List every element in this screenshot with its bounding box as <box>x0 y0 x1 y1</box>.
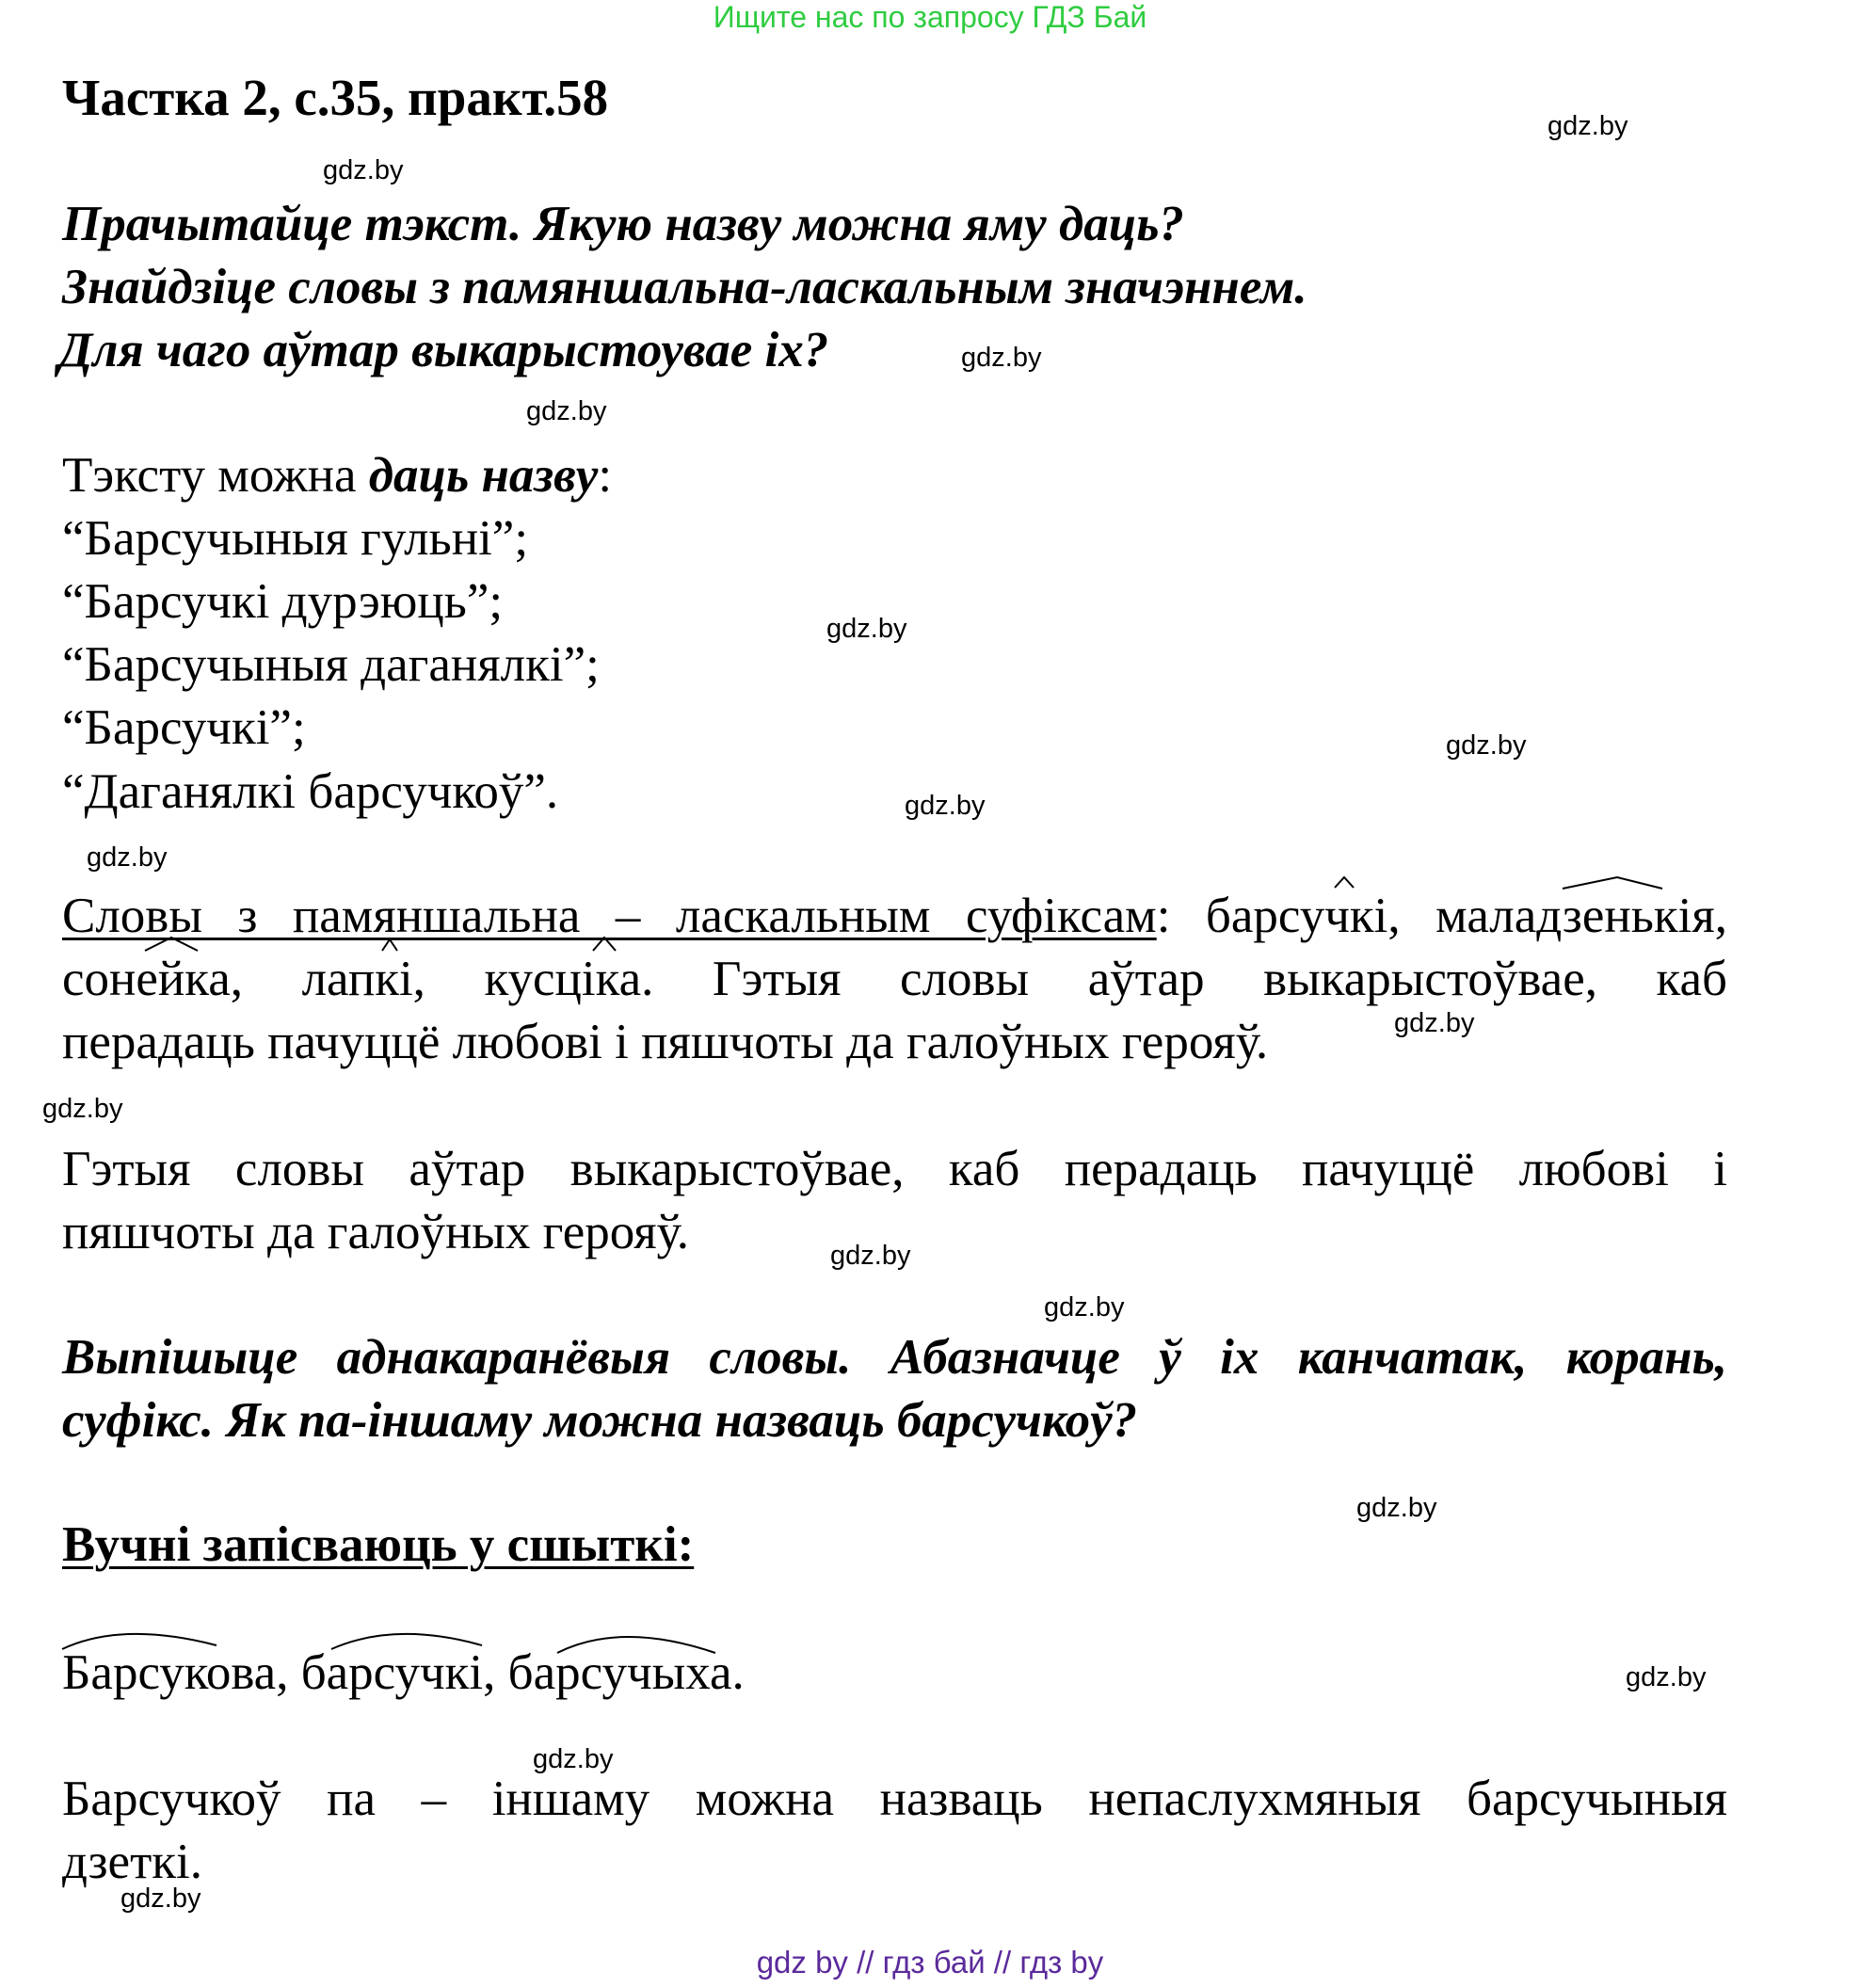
watermark: gdz.by <box>1044 1292 1125 1323</box>
suffix-label: Словы з памяншальна – ласкальным суфіксам <box>62 889 1157 943</box>
task1-line: Знайдзіце словы з памяншальна-ласкальным значэннем. <box>62 260 1307 314</box>
watermark: gdz.by <box>1394 1008 1475 1038</box>
task1-line: Прачытайце тэкст. Якую назву можна яму даць? <box>62 197 1184 251</box>
alt-name-line: дзеткі. <box>62 1835 202 1889</box>
alt-name-line: Барсучкоў па – іншаму можна назваць непаслухмяныя барсучыныя <box>62 1772 1727 1826</box>
watermark: gdz.by <box>1446 730 1527 761</box>
watermark: gdz.by <box>905 791 986 821</box>
purpose-line: пяшчоты да галоўных герояў. <box>62 1205 690 1259</box>
title-option: “Барсучыныя гульні”; <box>62 511 529 566</box>
cognate-words: Барсукова, барсучкі, барсучыха. <box>62 1645 745 1700</box>
footer-links: gdz by // гдз бай // гдз by <box>756 1945 1104 1980</box>
watermark: gdz.by <box>533 1744 614 1774</box>
purpose-line: Гэтыя словы аўтар выкарыстоўвае, каб перадаць пачуццё любові і <box>62 1142 1727 1196</box>
watermark: gdz.by <box>1626 1662 1707 1692</box>
suffix-para-line: перадаць пачуццё любові і пяшчоты да галоўных герояў. <box>62 1015 1269 1069</box>
task1-line: Для чаго аўтар выкарыстоувае іх? <box>58 323 829 377</box>
title-option: “Даганялкі барсучкоў”. <box>62 764 559 819</box>
watermark: gdz.by <box>1547 111 1628 141</box>
intro-text: Тэксту можна <box>62 448 369 503</box>
suffix-para-line: сонейка, лапкі, кусціка. Гэтыя словы аўтар выкарыстоўвае, каб <box>62 952 1727 1006</box>
watermark: gdz.by <box>1356 1493 1437 1523</box>
watermark: gdz.by <box>526 396 607 426</box>
watermark: gdz.by <box>87 842 168 873</box>
suffix-caret-icon <box>145 938 198 951</box>
title-option: “Барсучыныя даганялкі”; <box>62 637 600 692</box>
watermark: gdz.by <box>830 1241 911 1271</box>
watermark: gdz.by <box>120 1884 201 1914</box>
title-option: “Барсучкі”; <box>62 700 306 755</box>
watermark: gdz.by <box>42 1094 123 1124</box>
suffix-caret-icon <box>593 938 616 951</box>
title-option: “Барсучкі дурэюць”; <box>62 574 504 629</box>
task2-line: Выпішыце аднакаранёвыя словы. Абазначце ў іх канчатак, корань, <box>62 1330 1727 1385</box>
intro-bold: даць назву <box>368 448 599 503</box>
page-title: Частка 2, с.35, практ.58 <box>62 69 609 126</box>
suffix-caret-icon <box>1563 877 1662 889</box>
watermark: gdz.by <box>961 343 1042 373</box>
suffix-caret-icon <box>1335 877 1354 888</box>
intro-end: : <box>598 448 613 503</box>
task2-line: суфікс. Як па-іншаму можна назваць барсучкоў? <box>62 1393 1138 1448</box>
notebook-heading: Вучні запісваюць у сшыткі: <box>62 1517 695 1572</box>
search-hint-banner: Ищите нас по запросу ГДЗ Бай <box>713 0 1147 34</box>
suffix-words: : барсучкі, маладзенькія, <box>1156 889 1727 943</box>
suffix-caret-icon <box>382 939 397 951</box>
watermark: gdz.by <box>323 155 404 185</box>
watermark: gdz.by <box>826 614 907 644</box>
